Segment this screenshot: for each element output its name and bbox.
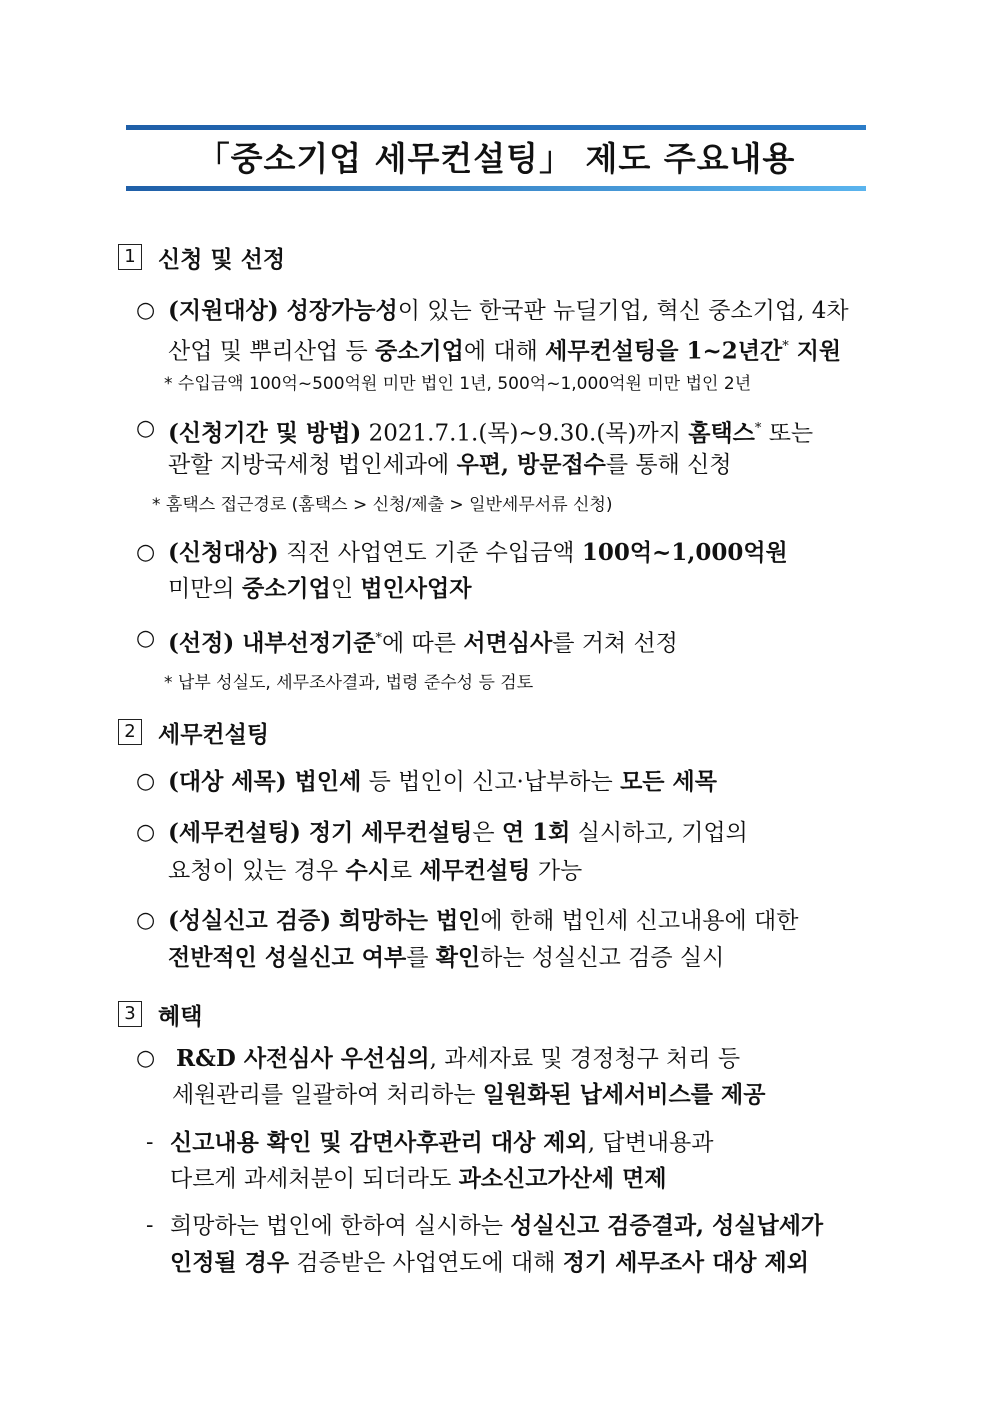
bold-text: 중소기업 [241,575,331,602]
text-span: 하는 성실신고 검증 실시 [480,945,725,971]
text-span: 이 있는 한국판 뉴딜기업, 혁신 중소기업, 4차 [397,298,849,324]
s2-b2-line2 [168,856,582,886]
footnote-star: * [375,631,383,646]
text-span: 로 [389,858,420,884]
footnote-star: * [782,339,789,354]
bullet-circle: ○ [136,298,156,323]
s2-b3-line1 [168,906,799,936]
bold-label: (신청기간 및 방법) [168,419,362,447]
text-span: 를 거쳐 선정 [552,630,678,657]
footnote-star: * [754,421,762,436]
section-2-heading [118,714,269,750]
section-title: 혜택 [158,1003,203,1030]
s3-d1-line2 [170,1164,667,1194]
bold-text: 성실신고 검증결과, 성실납세가 [510,1212,824,1239]
footnote-star: * [164,374,173,394]
note-text: 수입금액 100억~500억원 미만 법인 1년, 500억~1,000억원 미만 법인 2년 [177,374,752,394]
bold-label: (선정) 내부선정기준 [168,629,376,657]
s3-d2-line2 [170,1248,809,1278]
bold-text: 정기 세무조사 대상 제외 [562,1249,809,1276]
text-span: 2021.7.1.(목)~9.30.(목)까지 [361,420,689,447]
bold-text: 세무컨설팅을 1~2년간 [545,337,783,365]
bold-text: 지원 [788,337,842,365]
title-top-rule [126,125,866,130]
section-title: 신청 및 선정 [158,246,286,273]
bold-text: 연 1회 [501,819,571,846]
s2-b1-line1 [168,767,717,797]
text-span: 실시하고, 기업의 [570,820,748,846]
bold-label: 신고내용 확인 및 감면사후관리 대상 제외 [170,1129,588,1156]
bold-label: R&D 사전심사 우선심의 [176,1045,430,1072]
text-span: 등 법인이 신고·납부하는 [361,769,621,795]
bullet-circle: ○ [136,908,156,933]
text-span: 직전 사업연도 기준 수입금액 [278,540,582,566]
s1-b2-line2 [168,450,732,480]
bold-text: 우편, 방문접수 [456,451,606,478]
bold-text: 세무컨설팅 [419,857,531,884]
s3-d2-line1 [170,1211,823,1241]
bullet-circle: ○ [136,1046,156,1071]
s3-b1-line2 [172,1080,765,1110]
bold-text: 법인사업자 [360,575,472,602]
text-span: 에 대해 [463,338,546,365]
s3-b1-line1 [176,1044,740,1074]
text-span: 에 한해 법인세 신고내용에 대한 [480,908,799,934]
text-span: 인 [330,576,361,602]
bold-text: 홈택스 [688,419,755,447]
s2-b3-line2 [168,943,724,973]
bullet-circle: ○ [136,820,156,845]
s1-note-2 [152,493,613,517]
document-title: 「중소기업 세무컨설팅」 제도 주요내용 [196,139,796,178]
s1-b3-line2 [168,574,471,604]
text-span: , 답변내용과 [587,1130,714,1156]
title-bottom-rule [126,186,866,191]
dash-marker: - [146,1213,154,1238]
s1-b4-line1 [168,624,678,659]
s2-b2-line1 [168,818,748,848]
section-3-heading [118,996,202,1032]
text-span: 은 [472,820,502,846]
text-span: , 과세자료 및 경정청구 처리 등 [429,1046,741,1072]
bold-text: 중소기업 [375,337,464,365]
bullet-circle: ○ [136,626,156,651]
text-span: 관할 지방국세청 법인세과에 [168,452,457,478]
text-span: 검증받은 사업연도에 대해 [289,1250,563,1276]
bold-text: 과소신고가산세 면제 [458,1165,667,1192]
bold-label: (지원대상) 성장가능성 [168,297,398,324]
bold-label: (대상 세목) 법인세 [168,768,362,795]
footnote-star: * [164,673,173,693]
bullet-circle: ○ [136,416,156,441]
dash-marker: - [146,1130,154,1155]
bold-text: 전반적인 성실신고 여부 [168,944,407,971]
bold-text: 인정될 경우 [170,1249,290,1276]
bold-text: 수시 [345,857,390,884]
text-span: 또는 [761,420,814,447]
text-span: 세원관리를 일괄하여 처리하는 [172,1082,483,1108]
bold-text: 모든 세목 [620,768,717,795]
section-1-heading [118,239,285,275]
bullet-circle: ○ [136,769,156,794]
text-span: 가능 [530,858,583,884]
note-text: 홈택스 접근경로 (홈택스 > 신청/제출 > 일반세무서류 신청) [165,495,613,515]
footnote-star: * [152,495,161,515]
note-text: 납부 성실도, 세무조사결과, 법령 준수성 등 검토 [177,673,534,693]
text-span: 에 따른 [382,630,464,657]
bold-label: (신청대상) [168,539,279,566]
s1-note-1 [164,372,751,396]
bold-text: 일원화된 납세서비스를 제공 [482,1081,766,1108]
bold-label: (성실신고 검증) 희망하는 법인 [168,907,481,934]
text-span: 산업 및 뿌리산업 등 [168,338,375,365]
text-span: 미만의 [168,576,242,602]
section-number: 1 [118,244,142,270]
text-span: 요청이 있는 경우 [168,858,346,884]
text-span: 다르게 과세처분이 되더라도 [170,1166,459,1192]
text-span: 를 [406,945,436,971]
s1-note-3 [164,671,533,695]
text-span: 를 통해 신청 [605,452,732,478]
bold-label: (세무컨설팅) 정기 세무컨설팅 [168,819,473,846]
text-span: 희망하는 법인에 한하여 실시하는 [170,1213,511,1239]
s3-d1-line1 [170,1128,713,1158]
s1-b2-line1 [168,414,813,449]
s1-b1-line2 [168,332,841,367]
bold-text: 확인 [435,944,481,971]
s1-b3-line1 [168,538,788,568]
s1-b1-line1 [168,296,849,326]
bold-text: 서면심사 [463,629,553,657]
bold-text: 100억~1,000억원 [581,539,788,566]
section-number: 2 [118,719,142,745]
section-title: 세무컨설팅 [158,721,270,748]
section-number: 3 [118,1001,142,1027]
bullet-circle: ○ [136,540,156,565]
